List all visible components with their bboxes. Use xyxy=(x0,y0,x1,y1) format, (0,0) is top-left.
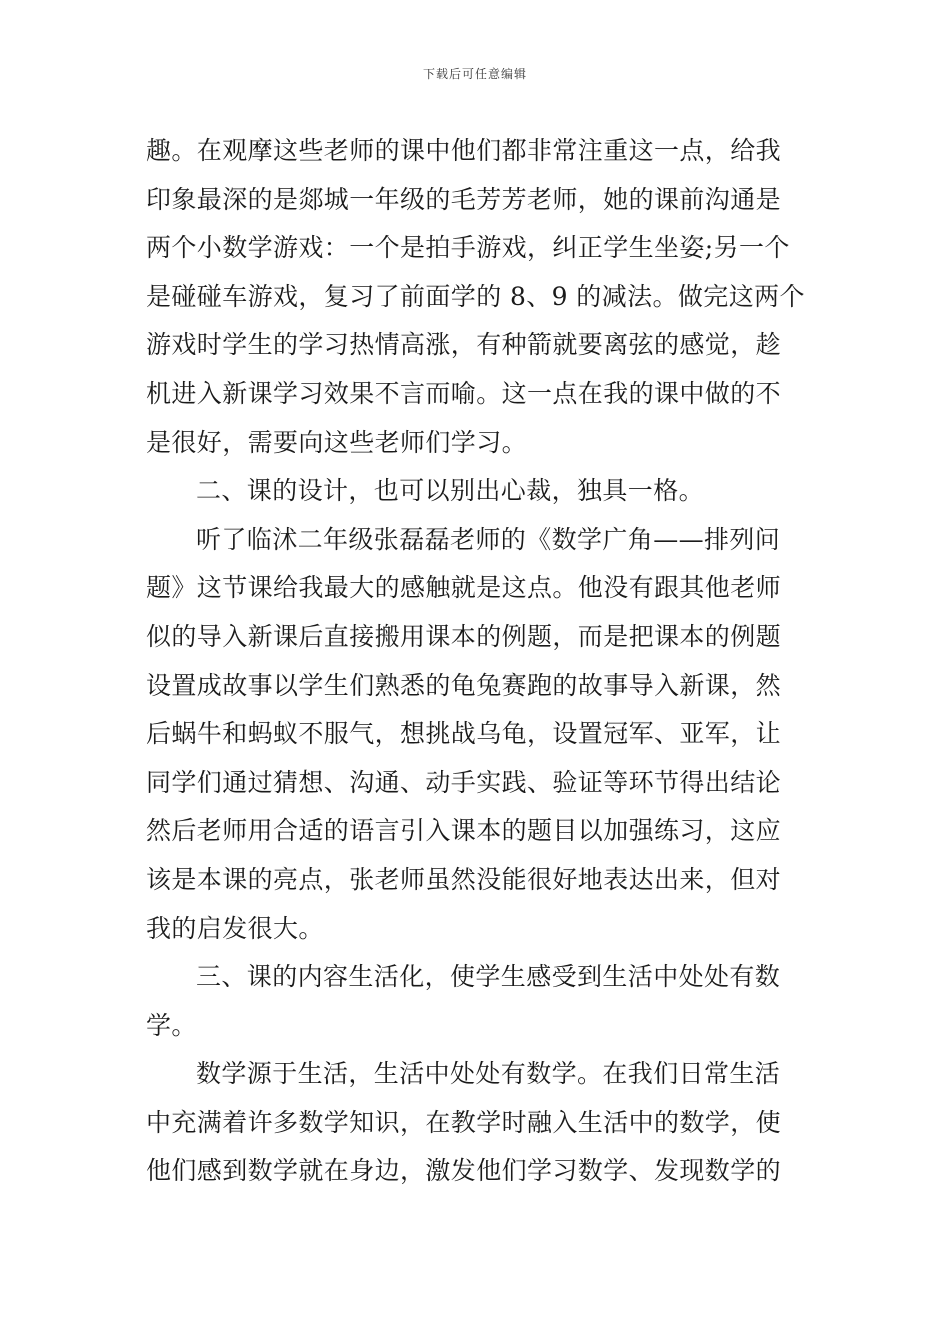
text-line: 游戏时学生的学习热情高涨，有种箭就要离弦的感觉，趁 xyxy=(146,330,782,360)
text-line: 他们感到数学就在身边，激发他们学习数学、发现数学的 xyxy=(146,1156,782,1186)
section-heading: 三、课的内容生活化，使学生感受到生活中处处有数 xyxy=(196,962,781,992)
text-line: 题》这节课给我最大的感触就是这点。他没有跟其他老师 xyxy=(146,573,782,603)
page-header: 下载后可任意编辑 xyxy=(422,67,527,81)
text-line: 同学们通过猜想、沟通、动手实践、验证等环节得出结论 xyxy=(146,767,782,797)
text-line: 后蜗牛和蚂蚁不服气，想挑战乌龟，设置冠军、亚军，让 xyxy=(146,719,782,749)
text-line: 是很好，需要向这些老师们学习。 xyxy=(146,427,528,457)
section-heading: 二、课的设计，也可以别出心裁，独具一格。 xyxy=(196,476,705,506)
text-line: 然后老师用合适的语言引入课本的题目以加强练习，这应 xyxy=(146,816,782,846)
text-line: 机进入新课学习效果不言而喻。这一点在我的课中做的不 xyxy=(146,378,782,408)
text-line: 该是本课的亮点，张老师虽然没能很好地表达出来，但对 xyxy=(146,864,782,894)
text-line: 似的导入新课后直接搬用课本的例题，而是把课本的例题 xyxy=(146,621,782,651)
text-line: 学。 xyxy=(146,1010,197,1040)
paragraph-start: 数学源于生活，生活中处处有数学。在我们日常生活 xyxy=(196,1059,781,1089)
text-line: 是碰碰车游戏，复习了前面学的 8、9 的减法。做完这两个 xyxy=(146,281,805,311)
paragraph-start: 听了临沭二年级张磊磊老师的《数学广角——排列问 xyxy=(196,524,781,554)
text-line: 两个小数学游戏：一个是拍手游戏，纠正学生坐姿;另一个 xyxy=(146,233,790,263)
text-line: 设置成故事以学生们熟悉的龟兔赛跑的故事导入新课，然 xyxy=(146,670,782,700)
text-line: 印象最深的是郯城一年级的毛芳芳老师，她的课前沟通是 xyxy=(146,184,782,214)
document-body xyxy=(146,127,806,1196)
text-line: 中充满着许多数学知识，在教学时融入生活中的数学，使 xyxy=(146,1107,782,1137)
text-line: 我的启发很大。 xyxy=(146,913,324,943)
text-line: 趣。在观摩这些老师的课中他们都非常注重这一点，给我 xyxy=(146,136,782,165)
